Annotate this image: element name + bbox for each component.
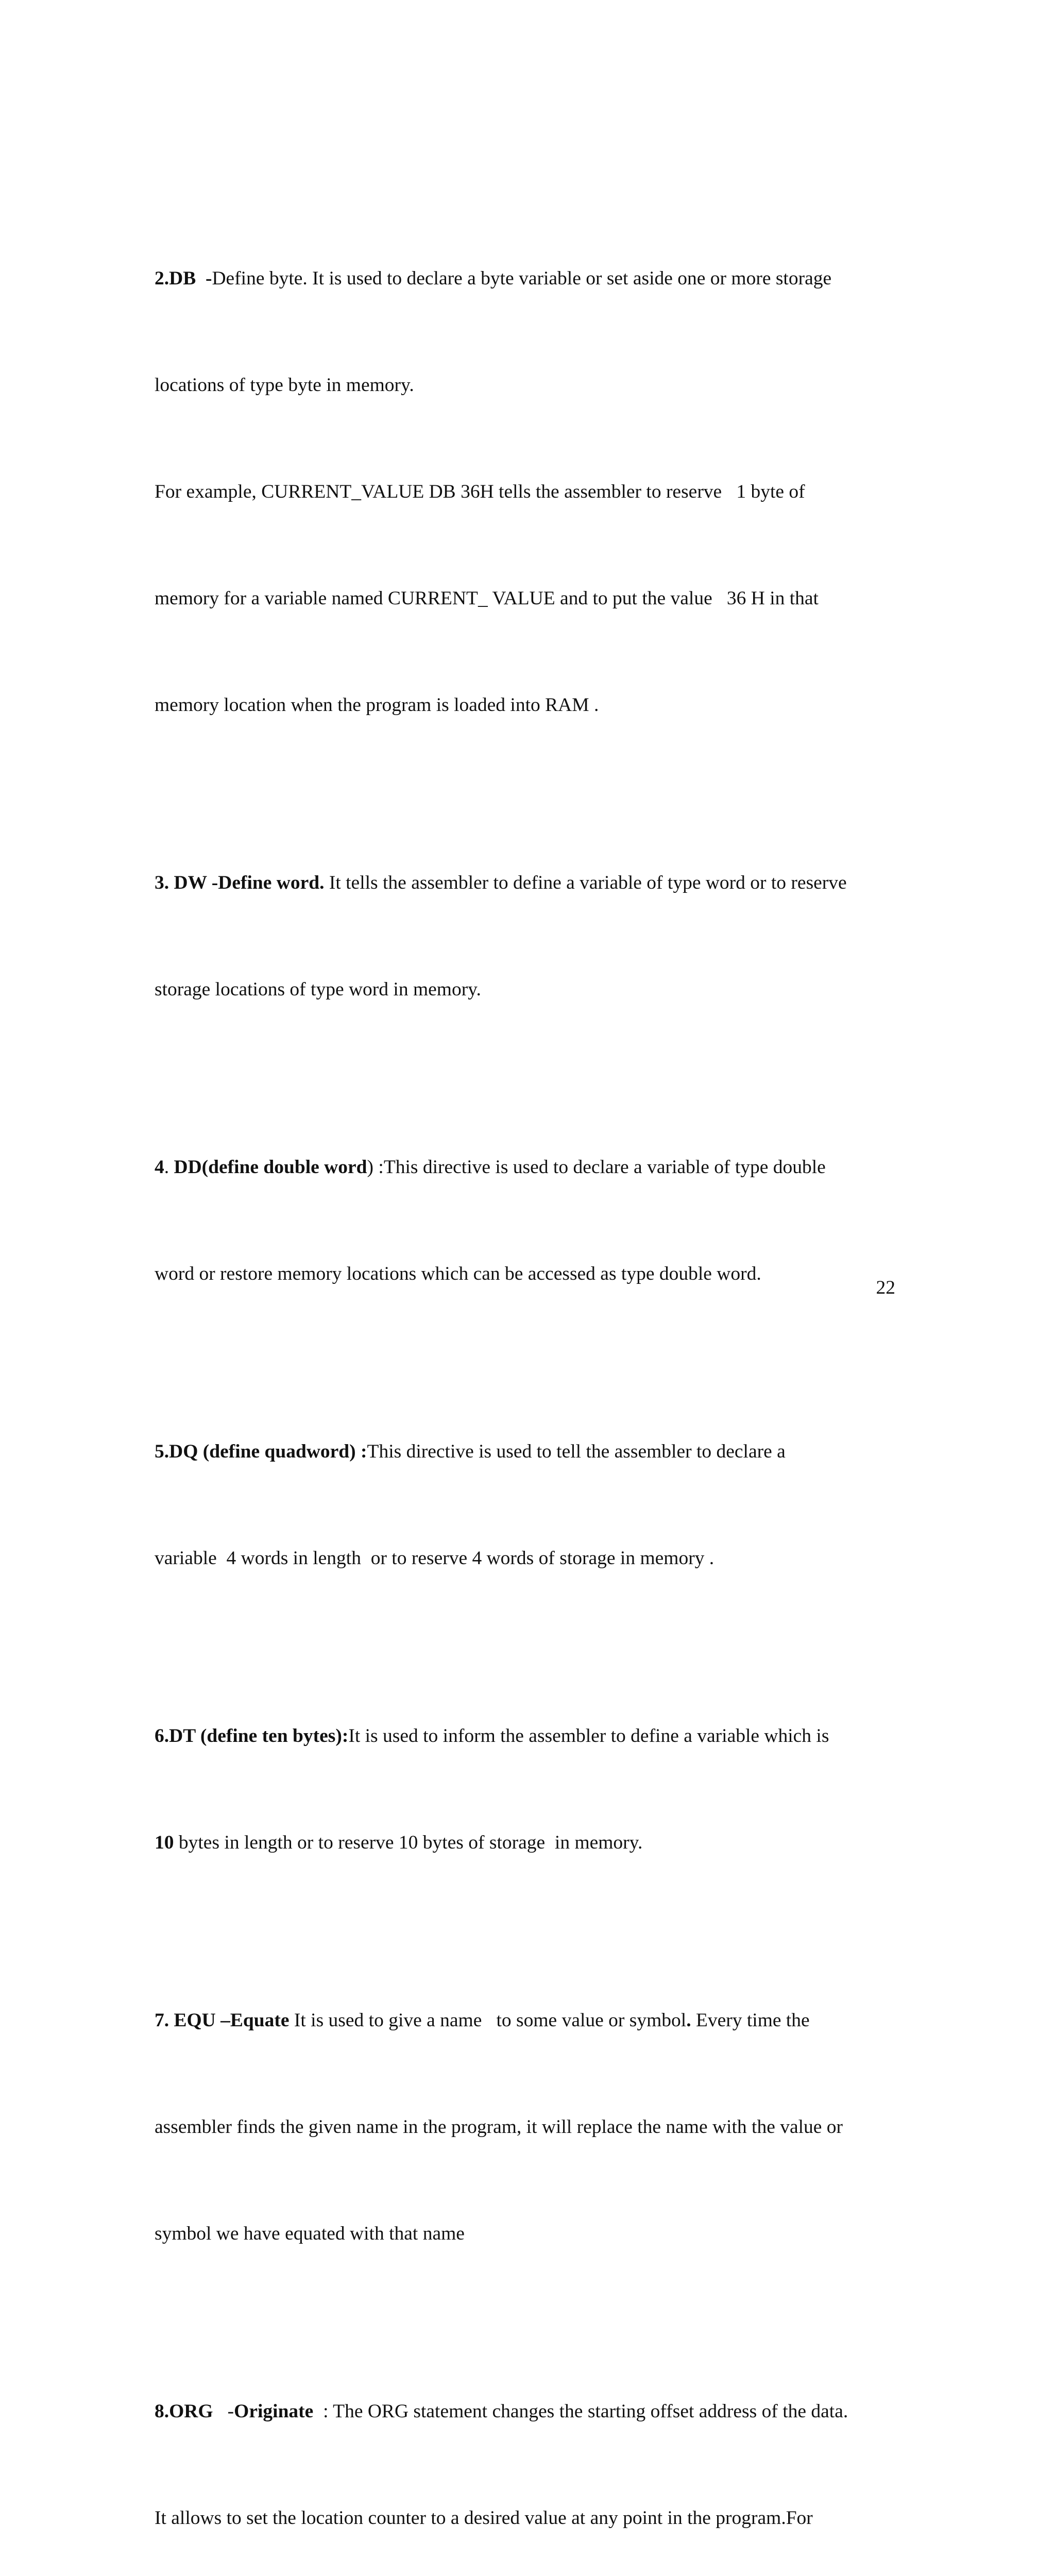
dd-line-2: word or restore memory locations which can be accessed as type double word. [155, 1263, 761, 1284]
org-line-2: It allows to set the location counter to a desired value at any point in the program.For [155, 2507, 813, 2529]
equ-line-2: assembler finds the given name in the program, it will replace the name with the value or [155, 2116, 843, 2138]
dw-line-2: storage locations of type word in memory. [155, 979, 481, 1000]
dd-label: DD(define double word [174, 1157, 367, 1178]
dd-line-1 [155, 1149, 907, 1185]
dd-text-1: ) :This directive is used to declare a variable of type double [367, 1157, 826, 1178]
dq-text-1: This directive is used to tell the assembler to declare a [367, 1441, 786, 1462]
directive-list [155, 118, 907, 2576]
org-line-1 [155, 2394, 907, 2429]
dq-line-1 [155, 1434, 907, 1469]
dt-label: 6.DT (define ten bytes): [155, 1725, 349, 1747]
db-example-line-2: memory for a variable named CURRENT_ VALUE and to put the value 36 H in that [155, 588, 819, 609]
db-label: 2.DB - [155, 268, 212, 289]
page-number: 22 [876, 1277, 895, 1298]
dt-text-2: bytes in length or to reserve 10 bytes of storage in memory. [174, 1832, 643, 1853]
dq-line-2: variable 4 words in length or to reserve 4 words of storage in memory . [155, 1548, 714, 1569]
db-example-line-1: For example, CURRENT_VALUE DB 36H tells the assembler to reserve 1 byte of [155, 481, 805, 502]
dt-text-1: It is used to inform the assembler to define a variable which is [348, 1725, 829, 1747]
equ-text-1a: It is used to give a name to some value or symbol [289, 2010, 687, 2031]
db-text-1: Define byte. It is used to declare a byte variable or set aside one or more storage [212, 268, 832, 289]
org-text-1: : The ORG statement changes the starting offset address of the data. [313, 2401, 848, 2422]
dw-label: 3. DW -Define word. [155, 872, 325, 893]
dw-text-1: It tells the assembler to define a variable of type word or to reserve [324, 872, 847, 893]
org-label-2: Originate [234, 2401, 314, 2422]
equ-text-1b: Every time the [691, 2010, 810, 2031]
org-label: 8.ORG [155, 2401, 213, 2422]
org-separator: - [213, 2401, 234, 2422]
dq-label: 5.DQ (define quadword) : [155, 1441, 367, 1462]
dt-line-2 [155, 1825, 907, 1860]
db-example-line-3: memory location when the program is loaded into RAM . [155, 694, 599, 716]
equ-bold-period: . [686, 2010, 691, 2031]
dt-line-1 [155, 1718, 907, 1754]
dd-number: 4 [155, 1157, 164, 1178]
db-line-2: locations of type byte in memory. [155, 375, 414, 396]
dw-line-1 [155, 865, 907, 901]
dt-bold-number: 10 [155, 1832, 174, 1853]
db-line-1 [155, 261, 907, 296]
dd-separator: . [164, 1157, 174, 1178]
equ-line-3: symbol we have equated with that name [155, 2223, 465, 2244]
equ-label: 7. EQU –Equate [155, 2010, 290, 2031]
equ-line-1 [155, 2003, 907, 2038]
